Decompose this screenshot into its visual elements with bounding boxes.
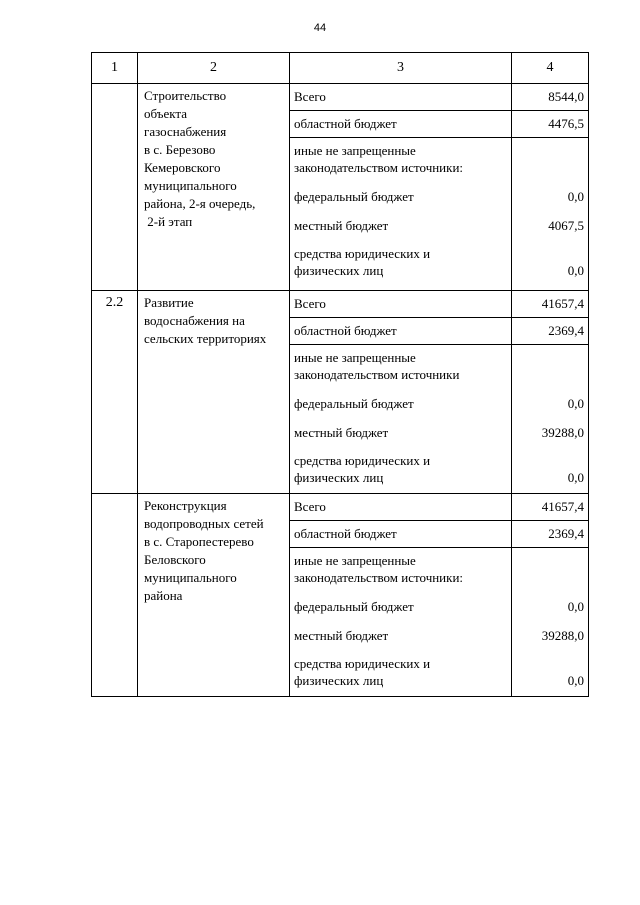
federal-budget-label: федеральный бюджет — [294, 599, 414, 614]
legal-entities-label: средства юридических и — [294, 656, 431, 671]
legal-entities-label: средства юридических и — [294, 453, 431, 468]
other-sources-cell — [290, 345, 512, 494]
item-name-line: Реконструкция — [144, 498, 227, 513]
item-name-line: Беловского — [144, 552, 206, 567]
item-name-line: муниципального — [144, 570, 237, 585]
item-name-line: в с. Березово — [144, 142, 216, 157]
other-sources-values — [512, 345, 589, 494]
item-name-line: объекта — [144, 106, 188, 121]
total-value: 8544,0 — [512, 84, 589, 111]
other-sources-values — [512, 138, 589, 291]
item-number: 2.2 — [92, 291, 138, 494]
total-value: 41657,4 — [512, 494, 589, 521]
regional-budget-label: областной бюджет — [290, 318, 512, 345]
header-col-4: 4 — [512, 53, 589, 84]
other-sources-label: иные не запрещенные — [294, 143, 416, 158]
legal-entities-value: 0,0 — [567, 263, 584, 278]
other-sources-label: законодательством источники: — [294, 570, 464, 585]
item-name-line: Строительство — [144, 88, 227, 103]
item-name-line: 2-й этап — [144, 214, 193, 229]
item-name-line: района — [144, 588, 183, 603]
local-budget-label: местный бюджет — [294, 218, 389, 233]
local-budget-value: 4067,5 — [548, 218, 584, 233]
legal-entities-label: средства юридических и — [294, 246, 431, 261]
legal-entities-label: физических лиц — [294, 673, 384, 688]
item-name-line: в с. Старопестерево — [144, 534, 254, 549]
other-sources-label: иные не запрещенные — [294, 553, 416, 568]
federal-budget-label: федеральный бюджет — [294, 189, 414, 204]
table-row — [92, 291, 589, 318]
item-name — [138, 84, 290, 291]
total-label: Всего — [290, 494, 512, 521]
regional-budget-label: областной бюджет — [290, 521, 512, 548]
regional-budget-value: 2369,4 — [512, 318, 589, 345]
local-budget-label: местный бюджет — [294, 425, 389, 440]
header-col-1: 1 — [92, 53, 138, 84]
other-sources-values — [512, 548, 589, 697]
regional-budget-value: 2369,4 — [512, 521, 589, 548]
page-number: 44 — [313, 22, 327, 34]
legal-entities-value: 0,0 — [567, 673, 584, 688]
local-budget-label: местный бюджет — [294, 628, 389, 643]
other-sources-cell — [290, 138, 512, 291]
item-name-line: водоснабжения на — [144, 313, 245, 328]
other-sources-cell — [290, 548, 512, 697]
federal-budget-value: 0,0 — [567, 396, 584, 411]
item-name-line: сельских территориях — [144, 331, 267, 346]
table-row — [92, 84, 589, 111]
total-label: Всего — [290, 84, 512, 111]
item-name — [138, 291, 290, 494]
total-value: 41657,4 — [512, 291, 589, 318]
item-name-line: водопроводных сетей — [144, 516, 264, 531]
item-name-line: района, 2-я очередь, — [144, 196, 256, 211]
federal-budget-value: 0,0 — [567, 189, 584, 204]
item-number — [92, 494, 138, 697]
local-budget-value: 39288,0 — [541, 425, 584, 440]
item-name-line: муниципального — [144, 178, 237, 193]
federal-budget-label: федеральный бюджет — [294, 396, 414, 411]
legal-entities-value: 0,0 — [567, 470, 584, 485]
item-name-line: Развитие — [144, 295, 194, 310]
table-header-row — [92, 53, 589, 84]
item-number — [92, 84, 138, 291]
table-row — [92, 494, 589, 521]
legal-entities-label: физических лиц — [294, 470, 384, 485]
other-sources-label: законодательством источники — [294, 367, 460, 382]
item-name-line: Кемеровского — [144, 160, 221, 175]
regional-budget-value: 4476,5 — [512, 111, 589, 138]
legal-entities-label: физических лиц — [294, 263, 384, 278]
regional-budget-label: областной бюджет — [290, 111, 512, 138]
budget-table — [91, 52, 589, 697]
local-budget-value: 39288,0 — [541, 628, 584, 643]
header-col-2: 2 — [138, 53, 290, 84]
total-label: Всего — [290, 291, 512, 318]
other-sources-label: законодательством источники: — [294, 160, 464, 175]
item-name — [138, 494, 290, 697]
item-name-line: газоснабжения — [144, 124, 227, 139]
header-col-3: 3 — [290, 53, 512, 84]
other-sources-label: иные не запрещенные — [294, 350, 416, 365]
federal-budget-value: 0,0 — [567, 599, 584, 614]
